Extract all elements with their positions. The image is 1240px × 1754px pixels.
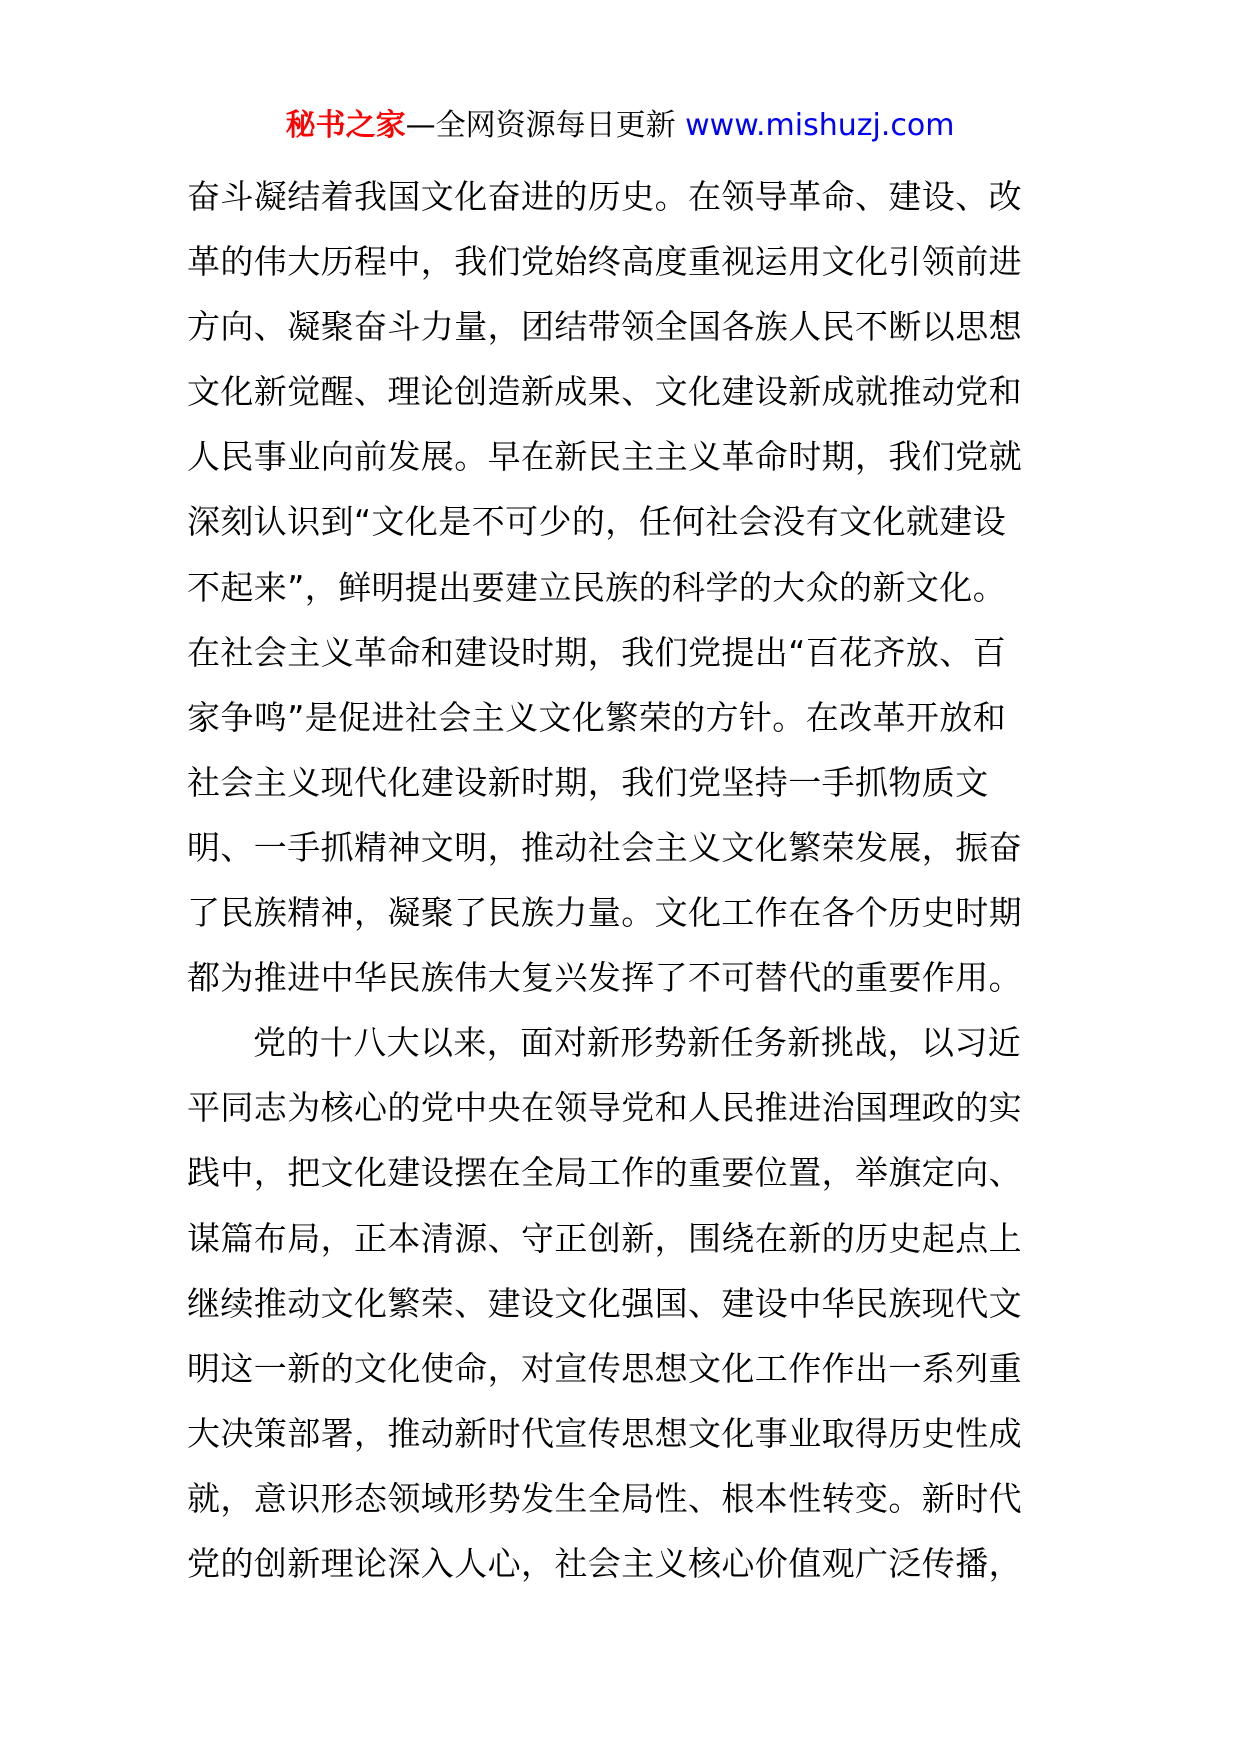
text-line: 平同志为核心的党中央在领导党和人民推进治国理政的实 [187, 1088, 1022, 1128]
text-line: 继续推动文化繁荣、建设文化强国、建设中华民族现代文 [187, 1283, 1022, 1323]
text-line: 明这一新的文化使命，对宣传思想文化工作作出一系列重 [187, 1348, 1022, 1388]
text-line: 践中，把文化建设摆在全局工作的重要位置，举旗定向、 [187, 1153, 1022, 1193]
text-line: 大决策部署，推动新时代宣传思想文化事业取得历史性成 [187, 1413, 1022, 1453]
text-line: 党的十八大以来，面对新形势新任务新挑战，以习近 [253, 1023, 1022, 1063]
text-line: 谋篇布局，正本清源、守正创新，围绕在新的历史起点上 [187, 1218, 1022, 1258]
header-tagline: —全网资源每日更新 [405, 108, 676, 143]
text-line: 不起来”，鲜明提出要建立民族的科学的大众的新文化。 [187, 567, 1007, 607]
text-line: 就，意识形态领域形势发生全局性、根本性转变。新时代 [187, 1478, 1022, 1518]
text-line: 人民事业向前发展。早在新民主主义革命时期，我们党就 [187, 437, 1022, 477]
text-line: 党的创新理论深入人心，社会主义核心价值观广泛传播， [187, 1543, 1022, 1583]
text-line: 革的伟大历程中，我们党始终高度重视运用文化引领前进 [187, 242, 1022, 282]
document-body [187, 164, 1067, 1596]
paragraph [187, 164, 1067, 1010]
brand-name: 秘书之家 [285, 108, 406, 143]
text-line: 了民族精神，凝聚了民族力量。文化工作在各个历史时期 [187, 893, 1022, 933]
text-line: 奋斗凝结着我国文化奋进的历史。在领导革命、建设、改 [187, 177, 1022, 216]
page-header [0, 104, 1240, 148]
text-line: 文化新觉醒、理论创造新成果、文化建设新成就推动党和 [187, 372, 1022, 412]
text-line: 深刻认识到“文化是不可少的，任何社会没有文化就建设 [187, 502, 1007, 542]
text-line: 在社会主义革命和建设时期，我们党提出“百花齐放、百 [187, 632, 1007, 672]
text-line: 方向、凝聚奋斗力量，团结带领全国各族人民不断以思想 [187, 307, 1022, 347]
text-line: 家争鸣”是促进社会主义文化繁荣的方针。在改革开放和 [187, 697, 1007, 737]
text-line: 明、一手抓精神文明，推动社会主义文化繁荣发展，振奋 [187, 827, 1022, 867]
text-line: 社会主义现代化建设新时期，我们党坚持一手抓物质文 [187, 762, 989, 802]
text-line: 都为推进中华民族伟大复兴发挥了不可替代的重要作用。 [187, 958, 1022, 998]
website-url[interactable]: www.mishuzj.com [685, 108, 955, 143]
paragraph [187, 1010, 1067, 1596]
